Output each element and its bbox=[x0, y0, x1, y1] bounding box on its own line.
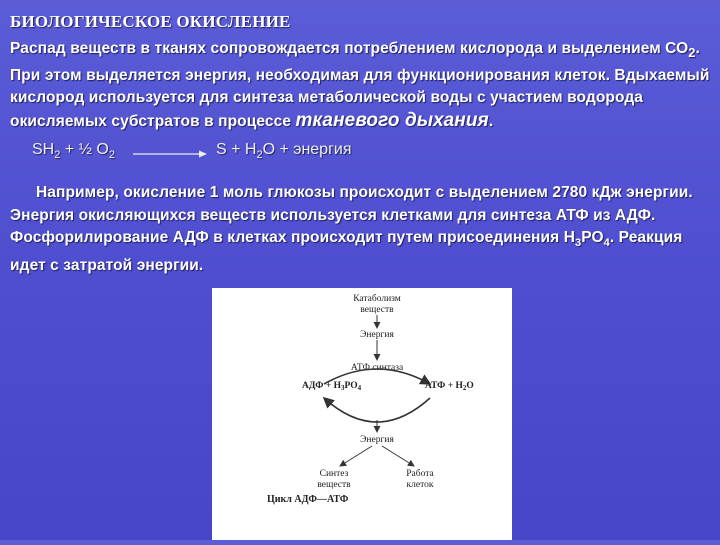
catabolism-label: Катаболизм bbox=[353, 294, 401, 304]
atp-water-label: АТФ + $Н_2О$ bbox=[425, 381, 474, 392]
substances-label: веществ bbox=[360, 305, 394, 315]
example-paragraph: Например, окисление 1 моль глюкозы происходит с выделением 2780 кДж энергии. Энергия окисляющихся веществ используется клетками для синтеза АТФ из АДФ. Фосфорилирование АДФ в клетках происходит путем присоединения $Н_3РО_4$. Реакция идет с затратой энергии. bbox=[10, 184, 693, 274]
diagram-caption: Цикл АДФ—АТФ bbox=[267, 494, 349, 505]
equation-reactants: $SH_2$ + ½ $O_2$ bbox=[32, 141, 115, 162]
equation-products: $S + H_2O$ + энергия bbox=[216, 141, 352, 162]
reaction-arrow-icon bbox=[133, 150, 207, 158]
adp-atp-cycle-diagram bbox=[212, 288, 512, 540]
emphasis-term: тканевого дыхания bbox=[295, 109, 489, 131]
energy-bottom-label: Энергия bbox=[360, 435, 394, 445]
adp-phosphate-label: АДФ + $Н_3РО_4$ bbox=[302, 381, 362, 392]
work-cells-label: клеток bbox=[406, 480, 434, 490]
slide-title: БИОЛОГИЧЕСКОЕ ОКИСЛЕНИЕ bbox=[10, 12, 291, 31]
energy-top-label: Энергия bbox=[360, 330, 394, 340]
synthesis-substances-label: веществ bbox=[317, 480, 351, 490]
synthesis-label: Синтез bbox=[319, 469, 349, 479]
intro-paragraph: Распад веществ в тканях сопровождается потреблением кислорода и выделением $СО_2$. При этом выделяется энергия, необходимая для функционирования клеток. Вдыхаемый кислород используется для синтеза метаболической воды с участием водорода окисляемых субстратов в процессе тканевого дыхания. bbox=[10, 40, 710, 131]
work-label: Работа bbox=[406, 469, 434, 479]
atp-synthase-label: АТФ синтаза bbox=[350, 363, 404, 373]
